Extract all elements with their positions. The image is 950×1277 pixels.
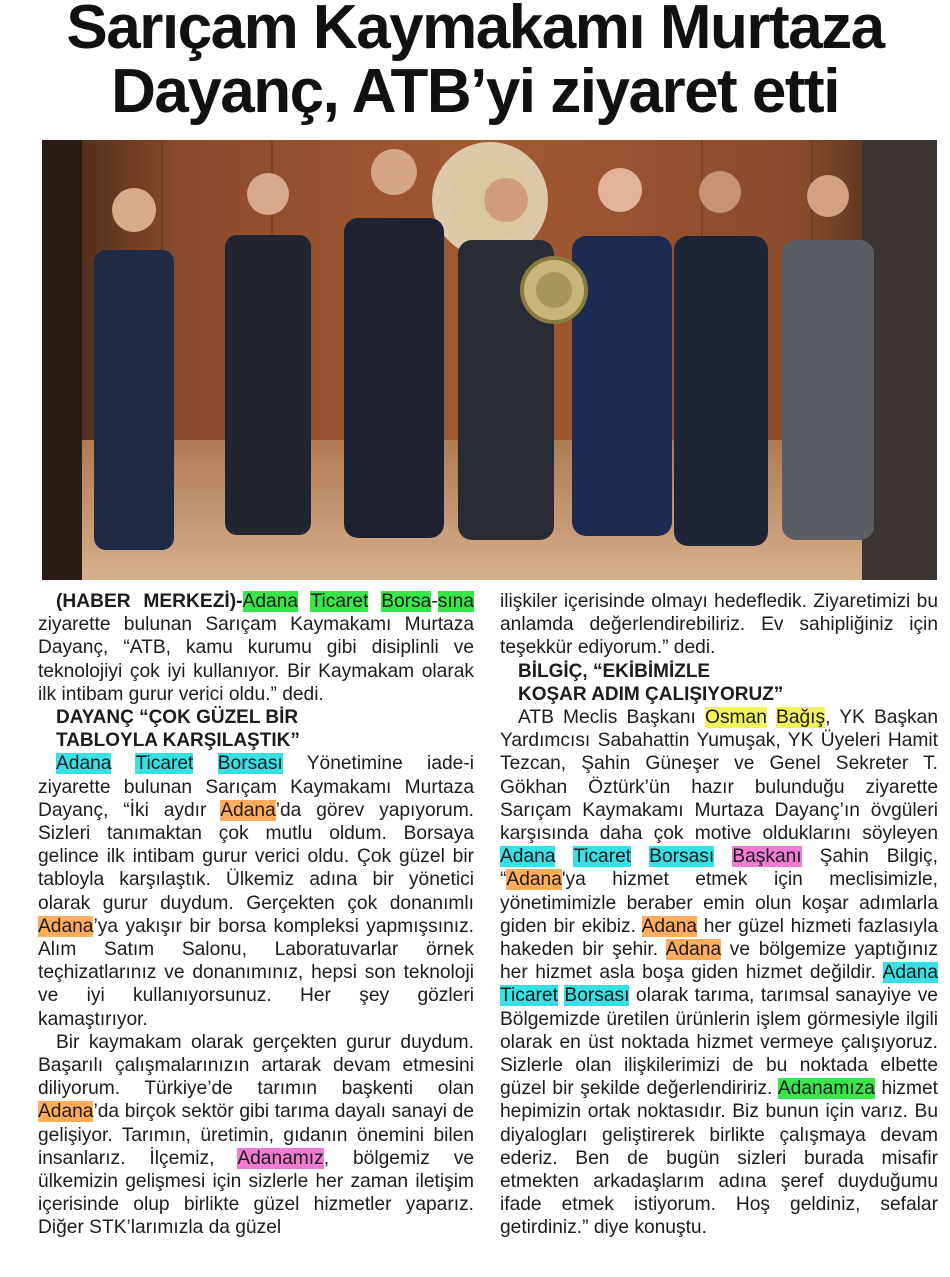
headline-line-1: Sarıçam Kaymakamı Murtaza [66, 0, 884, 62]
highlight: Adana [641, 915, 698, 937]
highlight: Adanamıza [777, 1078, 875, 1100]
article-paragraph [500, 706, 938, 1240]
subheading-bilgic [500, 660, 938, 706]
article-paragraph: ilişkiler içerisinde olmayı hedefledik. Ziyaretimizi bu anlamda değerlendirebiliriz. Ev sahipliğiniz için teşekkür ediyorum.” dedi. [500, 591, 938, 659]
highlight: sına [437, 591, 474, 612]
headline [0, 0, 950, 124]
highlight: Başkanı [732, 846, 802, 868]
highlight: Adana [38, 915, 94, 937]
highlight: Adana [500, 846, 556, 868]
subheading-line: BİLGİÇ, “EKİBİMİZLE [518, 660, 711, 682]
text [714, 846, 732, 867]
text: ve bölgemize yaptığınız her hizmet asla boşa giden hizmet değildir. [500, 939, 938, 984]
highlight: Ticaret [135, 753, 194, 775]
article-column-right [500, 590, 938, 1240]
highlight: Adana [665, 939, 722, 961]
highlight: Osman [705, 707, 767, 729]
subheading-dayanc [38, 706, 474, 752]
subheading-line: TABLOYLA KARŞILAŞTIK” [56, 730, 300, 752]
highlight: Ticaret [310, 591, 369, 612]
text: hizmet hepimizin ortak noktasıdır. Biz bunun için varız. Bu diyalogları geliştirerek birlikte çalışmaya devam ederiz. Ben de bugün sizleri burada misafir etmekten arkadaşlarım adına şeref duyduğumu ifade etmek istiyorum. Hoş geldiniz, sefalar getirdiniz.” diye konuştu. [500, 1078, 938, 1239]
text: Bir kaymakam olarak gerçekten gurur duydum. Başarılı çalışmalarınızın artarak devam etmesini diliyorum. Türkiye’de tarımın başkenti olan [38, 1031, 474, 1100]
highlight: Borsası [217, 753, 283, 775]
highlight: Adana [56, 753, 112, 775]
dateline: (HABER MERKEZİ)- [56, 591, 243, 612]
text: ’da birçok sektör gibi tarıma dayalı sanayi de gelişiyor. Tarımın, üretimin, gıdanın önemini bilen insanlarız. İlçemiz, [38, 1101, 474, 1169]
text: - [431, 591, 438, 612]
highlight: Borsa [381, 591, 432, 612]
article-paragraph [38, 1031, 474, 1240]
highlight: Adana [242, 591, 299, 612]
text: Yönetimine iade-i ziyarette bulunan Sarıçam Kaymakamı Murtaza Dayanç, “İki aydır [38, 753, 474, 821]
text: her güzel hizmeti fazlasıyla hakeden bir şehir. [500, 915, 939, 961]
text: ’ya yakışır bir borsa kompleksi yapmışsınız. Alım Satım Salonu, Laboratuvarlar örnek teçhizatlarınız ve donanımınız, hepsi son teknoloji ve iyi kullanıyorsunuz. Her şey gözleri kamaştırıyor. [38, 915, 474, 1030]
highlight: Ticaret [500, 985, 558, 1007]
group-photo-illustration [42, 140, 937, 580]
highlight: Borsası [564, 985, 630, 1007]
highlight: Adana [38, 1101, 94, 1123]
highlight: Adana [506, 869, 562, 891]
highlight: Adana [882, 962, 938, 984]
text: Şahin Bilgiç, “ [500, 846, 938, 891]
text: , YK Başkan Yardımcısı Sabahattin Yumuşak, YK Üyeleri Hamit Tezcan, Şahin Güneşer ve Genel Sekreter T. Gökhan Öztürk’ün hazır bulunduğu ziyarette Sarıçam Kaymakamı Murtaza Dayanç’ın övgüleri karşısında daha çok motive olduklarını söyleyen [500, 707, 938, 845]
text: , bölgemiz ve ülkemizin gelişmesi için sizlerle her zaman iletişim içerisinde olup birlikte güzel hizmetler yaparız. Diğer STK’larımızla da güzel [38, 1147, 474, 1239]
article-column-left [38, 590, 474, 1240]
subheading-line: DAYANÇ “ÇOK GÜZEL BİR [56, 707, 299, 729]
article-paragraph [38, 752, 474, 1030]
highlight: Bağış [776, 707, 826, 729]
subheading-line: KOŞAR ADIM ÇALIŞIYORUZ” [518, 683, 784, 705]
text: ATB Meclis Başkanı [518, 707, 706, 729]
news-photo [42, 140, 937, 580]
article-paragraph [38, 590, 474, 706]
highlight: Ticaret [573, 846, 632, 868]
highlight: Adana [220, 799, 276, 821]
text: 'ya hizmet etmek için meclisimizle, yönetimimizle beraber emin olun koşar adımlarla giden bir ekibiz. [500, 869, 938, 937]
headline-line-2: Dayanç, ATB’yi ziyaret etti [111, 57, 839, 126]
text: ’da görev yapıyorum. Sizleri tanımaktan çok mutlu oldum. Borsaya gelince ilk intibam gurur verici oldu. Çok güzel bir tabloyla karşılaştık. Ülkemiz adına bir yönetici olarak gurur duydum. Gerçekten çok donanımlı [38, 799, 475, 914]
highlight: Borsası [649, 846, 715, 868]
text: ziyarette bulunan Sarıçam Kaymakamı Murtaza Dayanç, “ATB, kamu kurumu gibi disiplinli ve teknolojiyi çok iyi kullanıyor. Bir Kaymakam olarak ilk intibam gurur verici oldu.” dedi. [38, 614, 474, 705]
highlight: Adanamız [237, 1147, 324, 1169]
text: olarak tarıma, tarımsal sanayiye ve Bölgemizde üretilen ürünlerin işlem görmesiyle ilgili olarak en üst noktada hizmet vermeye çalışıyoruz. Sizlerle olan ilişkilerimizi de bu noktada elbette güzel bir şekilde değerlendiririz. [500, 985, 938, 1100]
